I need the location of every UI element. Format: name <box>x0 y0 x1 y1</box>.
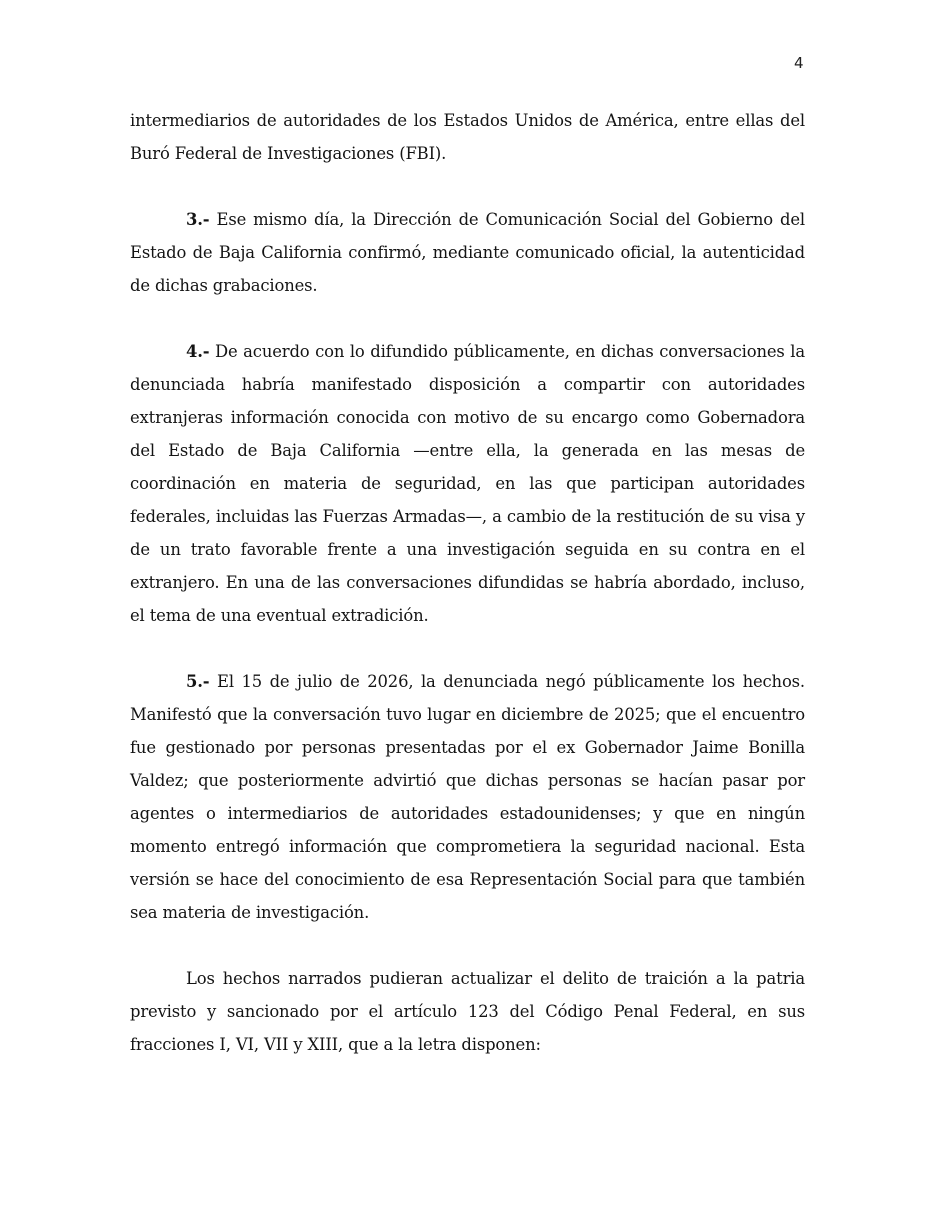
paragraph-text: Los hechos narrados pudieran actualizar el delito de traición a la patria previsto y sancionado por el artículo 123 del Código Penal Federal, en sus fracciones I, VI, VII y XIII, que a la letra disponen: <box>130 969 805 1054</box>
paragraph-text: El 15 de julio de 2026, la denunciada negó públicamente los hechos. Manifestó que la conversación tuvo lugar en diciembre de 2025; que el encuentro fue gestionado por personas presentadas por el ex Gobernador Jaime Bonilla Valdez; que posteriormente advirtió que dichas personas se hacían pasar por agentes o intermediarios de autoridades estadounidenses; y que en ningún momento entregó información que comprometiera la seguridad nacional. Esta versión se hace del conocimiento de esa Representación Social para que también sea materia de investigación. <box>130 672 805 922</box>
paragraph-number: 3.- <box>186 210 210 229</box>
document-body <box>130 104 805 1061</box>
paragraph-legal-basis <box>130 962 805 1061</box>
paragraph-text: Ese mismo día, la Dirección de Comunicación Social del Gobierno del Estado de Baja California confirmó, mediante comunicado oficial, la autenticidad de dichas grabaciones. <box>130 210 805 295</box>
paragraph-text: intermediarios de autoridades de los Estados Unidos de América, entre ellas del Buró Federal de Investigaciones (FBI). <box>130 111 805 163</box>
paragraph-4 <box>130 335 805 632</box>
paragraph-text: De acuerdo con lo difundido públicamente, en dichas conversaciones la denunciada habría manifestado disposición a compartir con autoridades extranjeras información conocida con motivo de su encargo como Gobernadora del Estado de Baja California —entre ella, la generada en las mesas de coordinación en materia de seguridad, en las que participan autoridades federales, incluidas las Fuerzas Armadas—, a cambio de la restitución de su visa y de un trato favorable frente a una investigación seguida en su contra en el extranjero. En una de las conversaciones difundidas se habría abordado, incluso, el tema de una eventual extradición. <box>130 342 805 625</box>
paragraph-3 <box>130 203 805 302</box>
paragraph-number: 4.- <box>186 342 210 361</box>
paragraph-number: 5.- <box>186 672 210 691</box>
paragraph-continuation <box>130 104 805 170</box>
paragraph-5 <box>130 665 805 929</box>
page-number: 4 <box>794 54 804 72</box>
